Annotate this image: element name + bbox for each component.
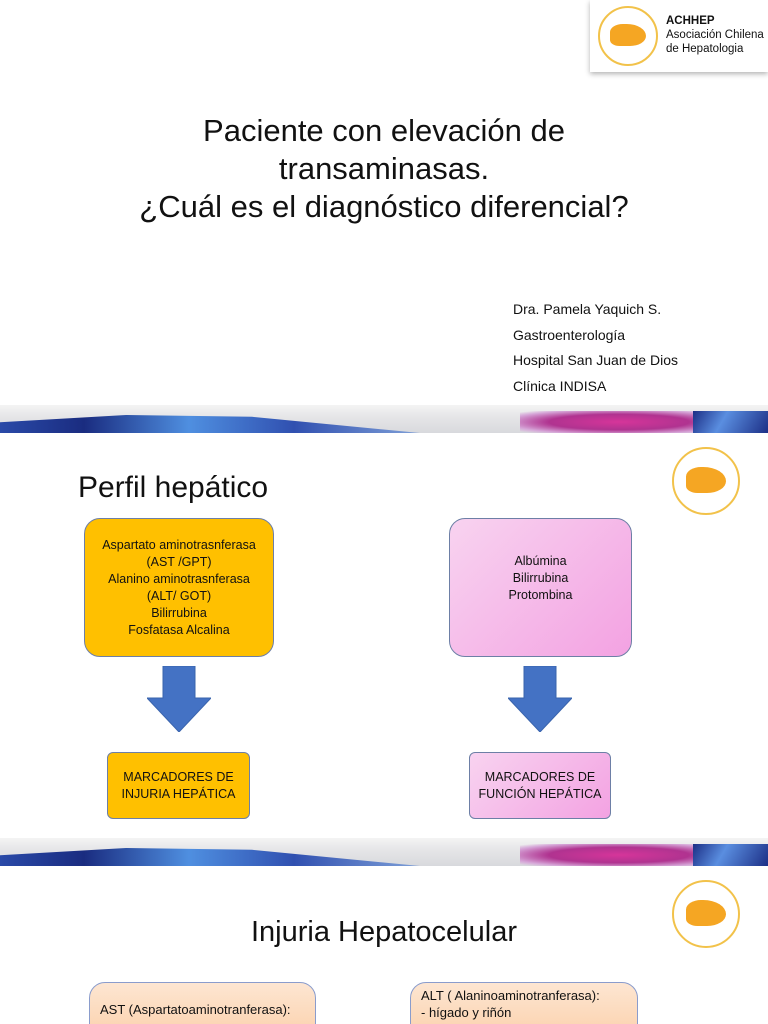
box-line: Alanino aminotrasnferasa xyxy=(108,571,250,586)
slide-footer-banner xyxy=(0,405,768,433)
author-info xyxy=(513,297,678,399)
box-line: Fosfatasa Alcalina xyxy=(128,622,230,637)
box-line: AST (Aspartatoaminotranferasa): xyxy=(100,1002,291,1017)
ast-box xyxy=(89,982,316,1024)
box-line: Albúmina xyxy=(514,554,567,568)
box-line: INJURIA HEPÁTICA xyxy=(121,786,236,801)
title-line: transaminasas. xyxy=(278,151,490,186)
box-line: MARCADORES DE xyxy=(484,769,596,784)
liver-seal-icon xyxy=(598,6,658,66)
slide-footer-banner xyxy=(0,838,768,866)
author-hospital: Hospital San Juan de Dios xyxy=(513,352,678,368)
slide-title-text xyxy=(0,112,768,226)
achhep-logo xyxy=(590,0,768,72)
function-markers-box xyxy=(469,752,611,819)
box-line: (AST /GPT) xyxy=(146,554,212,569)
slide-perfil-hepatico xyxy=(0,433,768,838)
author-clinic: Clínica INDISA xyxy=(513,377,607,394)
box-line: ALT ( Alaninoaminotranferasa): xyxy=(421,988,600,1003)
author-specialty: Gastroenterología xyxy=(513,326,626,343)
title-line: ¿Cuál es el diagnóstico diferencial? xyxy=(139,189,629,224)
box-line: Bilirrubina xyxy=(512,571,569,585)
function-tests-box xyxy=(449,518,632,657)
box-line: MARCADORES DE xyxy=(123,769,234,784)
down-arrow-icon xyxy=(508,666,572,732)
logo-name: de Hepatologia xyxy=(666,43,744,55)
slide-heading: Injuria Hepatocelular xyxy=(251,916,517,948)
author-name: Dra. Pamela Yaquich S. xyxy=(513,301,662,317)
slide-title xyxy=(0,0,768,405)
box-line: FUNCIÓN HEPÁTICA xyxy=(478,786,602,801)
box-line: Aspartato aminotrasnferasa xyxy=(102,537,256,552)
injury-tests-box xyxy=(84,518,274,657)
box-line: Protombina xyxy=(508,588,573,602)
slide-heading: Perfil hepático xyxy=(78,471,269,504)
logo-name: Asociación Chilena xyxy=(666,29,764,41)
slide-injuria-hepatocelular xyxy=(0,866,768,1024)
alt-box xyxy=(410,982,638,1024)
title-line: Paciente con elevación de xyxy=(203,113,565,148)
box-line: - hígado y riñón xyxy=(421,1005,512,1020)
liver-seal-icon xyxy=(672,447,740,515)
box-line: (ALT/ GOT) xyxy=(146,588,212,603)
down-arrow-icon xyxy=(147,666,211,732)
injury-markers-box xyxy=(107,752,250,819)
box-line: Bilirrubina xyxy=(151,605,207,620)
logo-acronym: ACHHEP xyxy=(666,15,715,27)
